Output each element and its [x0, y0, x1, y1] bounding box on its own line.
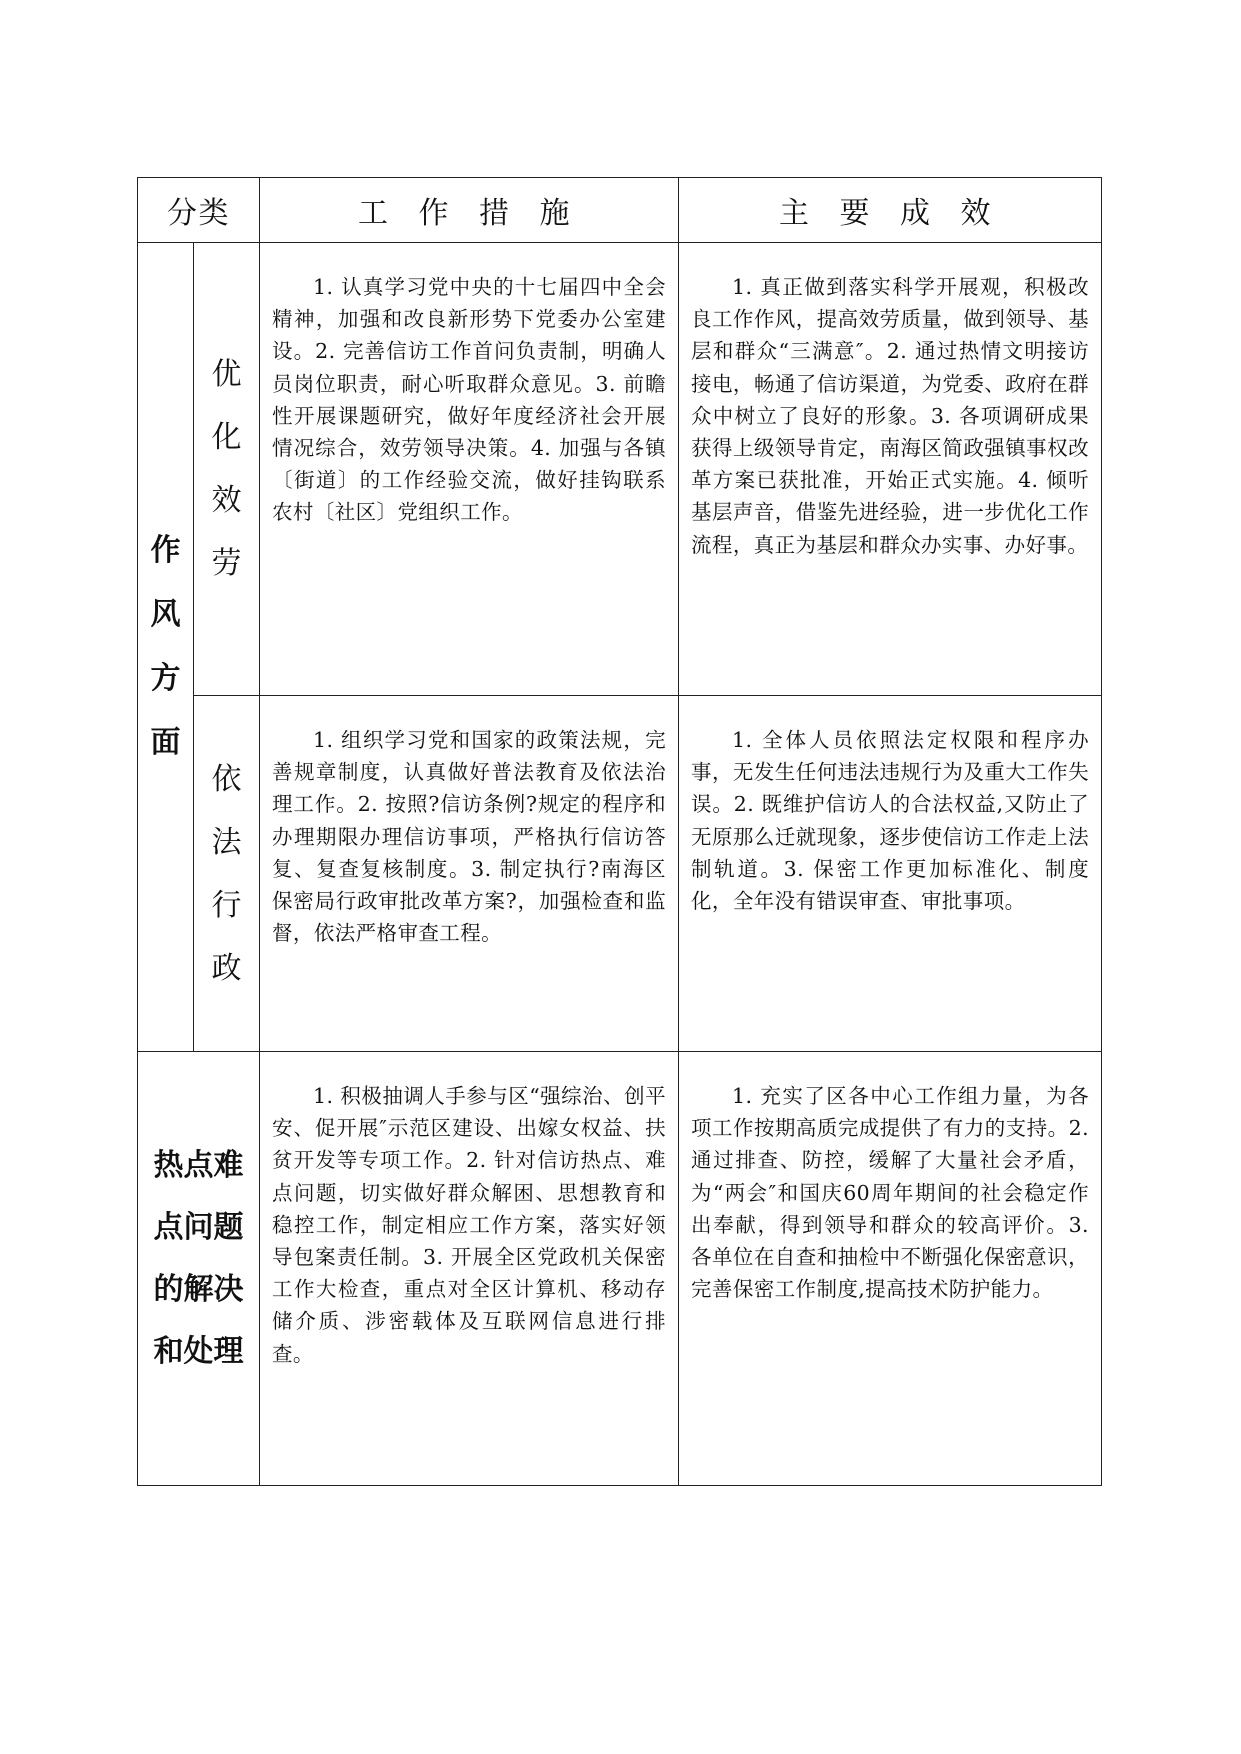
results-text: 1. 充实了区各中心工作组力量，为各项工作按期高质完成提供了有力的支持。2. 通过排查、防控，缓解了大量社会矛盾，为“两会″和国庆60周年期间的社会稳定作出奉献，得到领导和群众的较高评价。3. 各单位在自查和抽检中不断强化保密意识，完善保密工作制度,提高技术防护能力。	[691, 1084, 1089, 1302]
work-summary-table	[137, 177, 1102, 1486]
header-category: 分类	[138, 178, 260, 243]
header-measures: 工 作 措 施	[260, 178, 679, 243]
measures-text: 1. 积极抽调人手参与区“强综治、创平安、促开展″示范区建设、出嫁女权益、扶贫开发等专项工作。2. 针对信访热点、难点问题，切实做好群众解困、思想教育和稳控工作，制定相应工作方案，落实好领导包案责任制。3. 开展全区党政机关保密工作大检查，重点对全区计算机、移动存储介质、涉密载体及互联网信息进行排查。	[272, 1084, 666, 1366]
table-header-row	[138, 178, 1102, 243]
table-row	[138, 243, 1102, 696]
results-cell	[679, 243, 1102, 696]
group-label: 作风方面	[150, 533, 181, 760]
measures-text: 1. 认真学习党中央的十七届四中全会精神，加强和改良新形势下党委办公室建设。2. 完善信访工作首问负责制，明确人员岗位职责，耐心听取群众意见。3. 前瞻性开展课题研究，做好年度经济社会开展情况综合，效劳领导决策。4. 加强与各镇〔街道〕的工作经验交流，做好挂钩联系农村〔社区〕党组织工作。	[272, 275, 666, 525]
results-text: 1. 全体人员依照法定权限和程序办事，无发生任何违法违规行为及重大工作失误。2. 既维护信访人的合法权益,又防止了无原那么迁就现象，逐步使信访工作走上法制轨道。3. 保密工作更加标准化、制度化，全年没有错误审查、审批事项。	[691, 728, 1089, 914]
group-cell-work-style	[138, 243, 194, 1052]
header-results: 主 要 成 效	[679, 178, 1102, 243]
group-label: 热点难点问题的解决和处理	[153, 1147, 244, 1369]
measures-cell	[260, 1052, 679, 1486]
measures-cell	[260, 696, 679, 1052]
results-text: 1. 真正做到落实科学开展观，积极改良工作作风，提高效劳质量，做到领导、基层和群众“三满意″。2. 通过热情文明接访接电，畅通了信访渠道，为党委、政府在群众中树立了良好的形象。3. 各项调研成果获得上级领导肯定，南海区简政强镇事权改革方案已获批准，开始正式实施。4. 倾听基层声音，借鉴先进经验，进一步优化工作流程，真正为基层和群众办实事、办好事。	[691, 275, 1089, 557]
sub-cell-lawful-administration	[194, 696, 260, 1052]
sub-label: 优化效劳	[211, 357, 242, 581]
sub-label: 依法行政	[211, 761, 242, 986]
results-cell	[679, 1052, 1102, 1486]
group-cell-hot-issues	[138, 1052, 260, 1486]
table-row	[138, 1052, 1102, 1486]
table-row	[138, 696, 1102, 1052]
measures-text: 1. 组织学习党和国家的政策法规，完善规章制度，认真做好普法教育及依法治理工作。2. 按照?信访条例?规定的程序和办理期限办理信访事项，严格执行信访答复、复查复核制度。3. 制定执行?南海区保密局行政审批改革方案?，加强检查和监督，依法严格审查工程。	[272, 728, 666, 946]
results-cell	[679, 696, 1102, 1052]
sub-cell-optimize-service	[194, 243, 260, 696]
measures-cell	[260, 243, 679, 696]
